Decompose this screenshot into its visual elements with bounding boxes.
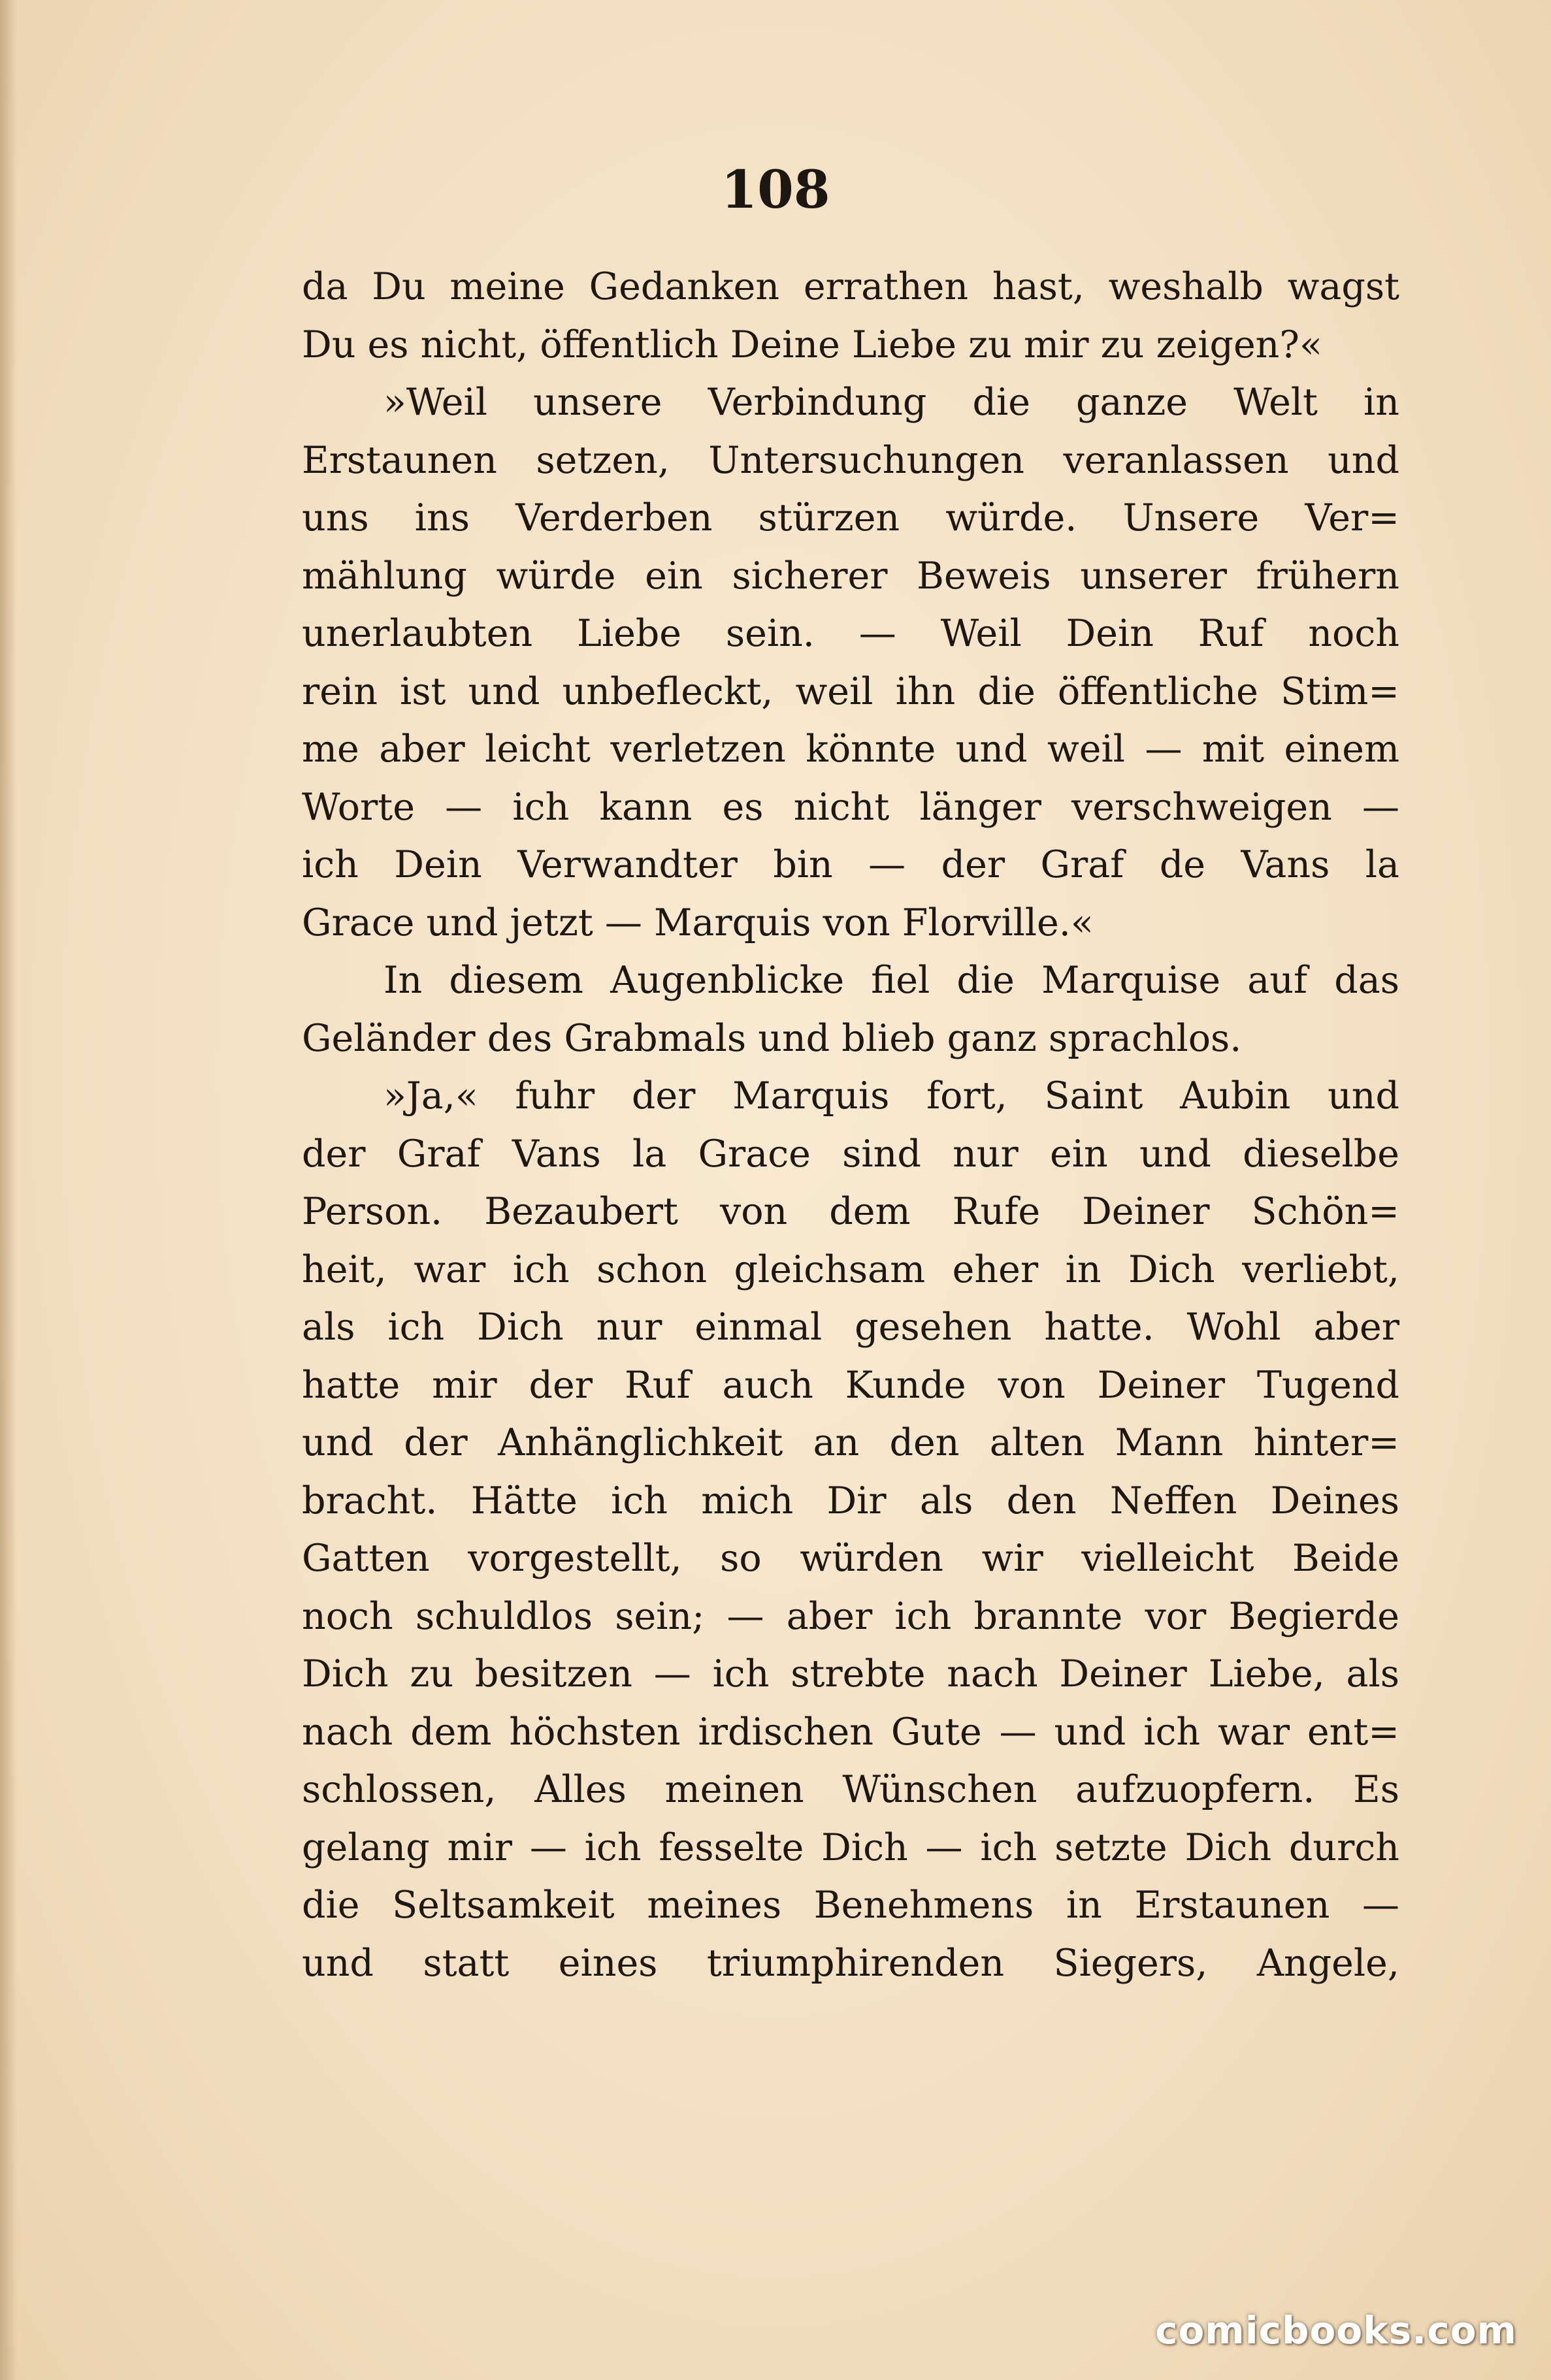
text-line: »Ja,« fuhr der Marquis fort, Saint Aubin und [384,1074,1399,1118]
text-line: Dich zu besitzen — ich strebte nach Deiner Liebe, als [302,1652,1399,1696]
text-line: nach dem höchsten irdischen Gute — und ich war ent= [302,1710,1399,1754]
text-line: heit, war ich schon gleichsam eher in Dich verliebt, [302,1247,1399,1291]
text-line: Grace und jetzt — Marquis von Florville.« [302,901,1094,944]
text-line: hatte mir der Ruf auch Kunde von Deiner Tugend [302,1363,1399,1407]
text-line: unerlaubten Liebe sein. — Weil Dein Ruf noch [302,612,1399,655]
page-number: 108 [721,159,830,220]
text-line: bracht. Hätte ich mich Dir als den Neffen Deines [302,1479,1399,1522]
text-line: die Seltsamkeit meines Benehmens in Erstaunen — [302,1884,1399,1927]
text-line: Erstaunen setzen, Untersuchungen veranlassen und [302,438,1399,482]
text-line: und statt eines triumphirenden Siegers, Angele, [302,1941,1399,1985]
text-line: noch schuldlos sein; — aber ich brannte vor Begierde [302,1594,1399,1638]
text-line: der Graf Vans la Grace sind nur ein und dieselbe [302,1132,1399,1176]
text-line: ich Dein Verwandter bin — der Graf de Vans la [302,843,1399,886]
text-line: uns ins Verderben stürzen würde. Unsere Ver= [302,496,1399,539]
text-line: Geländer des Grabmals und blieb ganz sprachlos. [302,1016,1242,1060]
text-line: me aber leicht verletzen könnte und weil — mit einem [302,728,1399,771]
text-line: Gatten vorgestellt, so würden wir vielleicht Beide [302,1537,1399,1580]
text-line: In diesem Augenblicke fiel die Marquise auf das [384,959,1399,1002]
text-line: mählung würde ein sicherer Beweis unserer frühern [302,554,1399,598]
text-line: und der Anhänglichkeit an den alten Mann hinter= [302,1421,1399,1464]
watermark: comicbooks.com [1155,2308,1517,2353]
text-line: als ich Dich nur einmal gesehen hatte. Wohl aber [302,1306,1399,1349]
text-line: gelang mir — ich fesselte Dich — ich setzte Dich durch [302,1825,1399,1869]
page-edge-shadow [0,0,17,2380]
text-line: Person. Bezaubert von dem Rufe Deiner Schön= [302,1190,1399,1233]
text-line: rein ist und unbefleckt, weil ihn die öffentliche Stim= [302,669,1399,713]
text-line: Worte — ich kann es nicht länger verschweigen — [302,785,1399,829]
text-line: da Du meine Gedanken errathen hast, weshalb wagst [302,265,1399,308]
text-line: »Weil unsere Verbindung die ganze Welt in [384,381,1399,424]
text-line: schlossen, Alles meinen Wünschen aufzuopfern. Es [302,1768,1399,1811]
body-text [302,258,1399,1992]
text-line: Du es nicht, öffentlich Deine Liebe zu mir zu zeigen?« [302,323,1322,366]
